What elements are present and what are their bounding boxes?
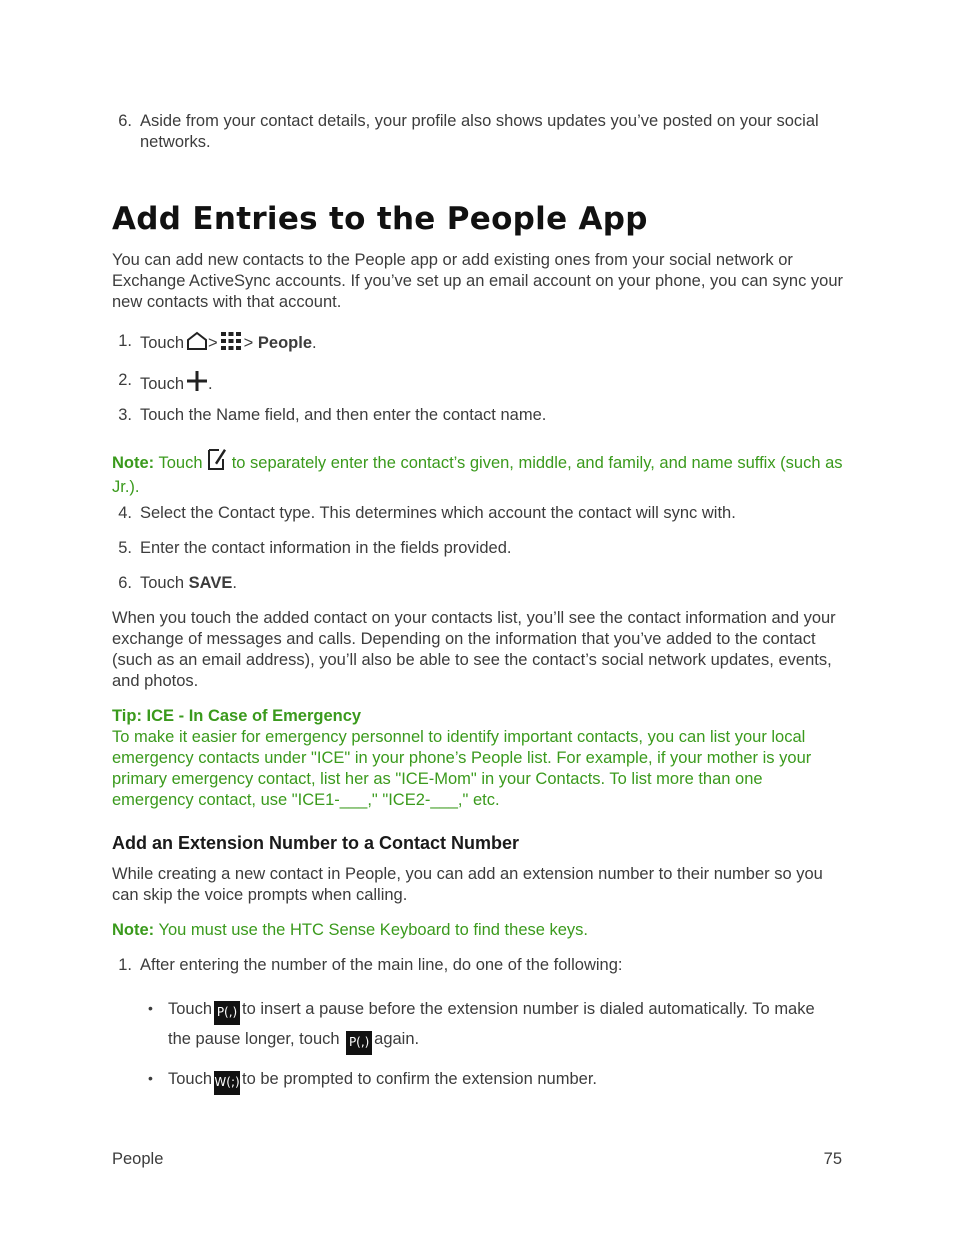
pause-key-icon: P(,) [346, 1031, 372, 1055]
step-5 [112, 538, 842, 559]
step-4 [112, 503, 842, 524]
step-6 [112, 573, 842, 594]
save-label: SAVE [188, 574, 233, 592]
tip-ice [112, 706, 824, 811]
bullet-pause [168, 995, 838, 1055]
bullet-pre: Touch [168, 1070, 213, 1088]
pause-key-icon: P(,) [214, 1001, 240, 1025]
step-number: 3. [118, 406, 132, 424]
bullet-dot: • [148, 1000, 153, 1016]
step-post: . [312, 334, 317, 352]
note-label: Note: [112, 921, 155, 939]
intro-step [112, 111, 842, 153]
note-pre: Touch [158, 454, 203, 472]
people-label: People [257, 334, 313, 352]
step-number: 5. [118, 539, 132, 557]
note-label: Note: [112, 454, 155, 472]
note-text: You must use the HTC Sense Keyboard to find these keys. [158, 921, 589, 939]
plus-icon [186, 370, 208, 398]
bullet-post: again. [374, 1030, 420, 1048]
section-subheading: Add an Extension Number to a Contact Number [112, 833, 520, 853]
step-number: 6. [118, 574, 132, 592]
step-number: 4. [118, 504, 132, 522]
page-title: Add Entries to the People App [112, 201, 648, 237]
bullet-pre: Touch [168, 1000, 213, 1018]
step-text: Aside from your contact details, your profile also shows updates you’ve posted on your social networks. [140, 112, 819, 151]
step-number: 1. [118, 956, 132, 974]
extension-paragraph: While creating a new contact in People, you can add an extension number to their number so you can skip the voice prompts when calling. [112, 865, 823, 904]
contact-info-paragraph: When you touch the added contact on your contacts list, you’ll see the contact information and your exchange of messages and calls. Depending on the information that you’ve added to the contact (such as an email address), you’ll also be able to see the contact’s social network updates, events, and photos. [112, 609, 836, 690]
bullet-text: to be prompted to confirm the extension number. [242, 1070, 597, 1088]
step-text: Enter the contact information in the fields provided. [140, 539, 512, 557]
step-2 [112, 370, 842, 398]
step-separator: > [208, 334, 218, 352]
tip-title: Tip: ICE - In Case of Emergency [112, 707, 362, 725]
edit-name-icon [207, 447, 227, 477]
footer-section: People [112, 1150, 164, 1168]
tip-body: To make it easier for emergency personnel to identify important contacts, you can list your local emergency contacts under "ICE" in your phone’s People list. For example, if your mother is your primary emergency contact, list her as "ICE-Mom" in your Contacts. To list more than one emergency contact, use "ICE1-___," "ICE2-___," etc. [112, 728, 812, 809]
step-number: 6. [118, 112, 132, 130]
step-text: Select the Contact type. This determines which account the contact will sync with. [140, 504, 736, 522]
step-number: 1. [118, 332, 132, 350]
step-separator: > [243, 334, 254, 352]
step-pre: Touch [140, 574, 185, 592]
wait-key-icon: W(;) [214, 1071, 240, 1095]
footer-page-number: 75 [823, 1150, 842, 1168]
bullet-wait [168, 1065, 838, 1095]
step-3 [112, 405, 842, 426]
apps-grid-icon [220, 331, 242, 357]
note-name-fields [112, 447, 847, 498]
note-text: to separately enter the contact’s given, middle, and family, and name suffix (such as Jr.). [112, 454, 843, 496]
step-number: 2. [118, 371, 132, 389]
step-text: Touch the Name field, and then enter the contact name. [140, 406, 547, 424]
home-icon [186, 331, 208, 357]
note-keyboard [112, 920, 842, 941]
intro-paragraph: You can add new contacts to the People app or add existing ones from your social network or Exchange ActiveSync accounts. If you’ve set up an email account on your phone, you can sync your new contacts with that account. [112, 251, 844, 311]
step-post: . [232, 574, 237, 592]
step-post: . [208, 375, 213, 393]
bullet-dot: • [148, 1070, 153, 1086]
extension-step-1 [112, 955, 842, 976]
step-pre: Touch [140, 375, 185, 393]
step-text: After entering the number of the main line, do one of the following: [140, 956, 623, 974]
step-1 [112, 331, 842, 357]
bullet-text: to insert a pause before the extension number is dialed automatically. To make the pause longer, touch [168, 1000, 815, 1048]
step-pre: Touch [140, 334, 185, 352]
